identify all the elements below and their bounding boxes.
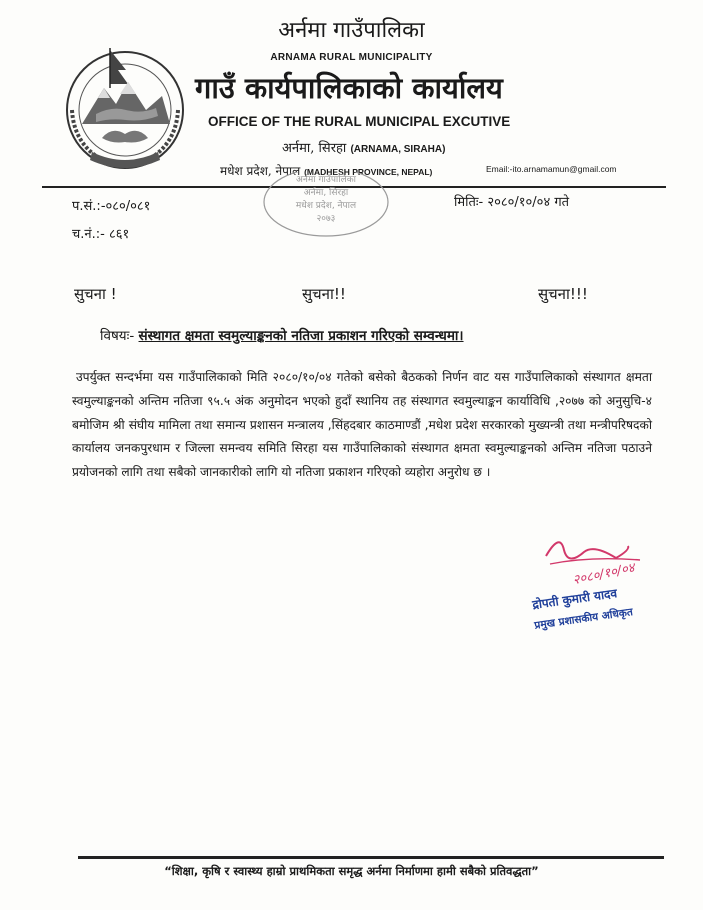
subject-label: विषयः- — [100, 328, 135, 344]
signatory-name: द्रोपती कुमारी यादव — [531, 586, 618, 612]
signatory-designation: प्रमुख प्रशासकीय अधिकृत — [533, 606, 634, 632]
reference-number: प.सं.:-०८०/०८१ — [72, 199, 151, 214]
address-np: अर्नमा, सिरहा — [282, 141, 347, 156]
footer-divider — [78, 856, 664, 859]
address-line — [282, 138, 445, 156]
notice-heading-3: सुचना!!! — [538, 285, 588, 303]
office-name-np: गाउँ कार्यपालिकाको कार्यालय — [195, 71, 503, 105]
signature-block — [520, 526, 680, 636]
letter-date: मितिः- २०८०/१०/०४ गते — [454, 195, 570, 210]
dispatch-number: च.नं.:- ८६१ — [72, 227, 130, 242]
office-name-en: OFFICE OF THE RURAL MUNICIPAL EXCUTIVE — [208, 114, 511, 129]
email-address: Email:-ito.arnamamun@gmail.com — [486, 164, 617, 174]
municipality-name-np: अर्नमा गाउँपालिका — [278, 18, 425, 43]
stamp-line-4: २०७३ — [316, 214, 336, 224]
stamp-line-1: अर्नमा गाउँपालिका — [296, 175, 356, 185]
notice-heading-2: सुचना!! — [302, 285, 346, 303]
nepal-government-emblem-icon — [62, 44, 188, 172]
municipality-name-en: ARNAMA RURAL MUNICIPALITY — [270, 52, 433, 63]
notice-heading-1: सुचना ! — [74, 285, 117, 303]
province-np: मधेश प्रदेश, नेपाल — [220, 164, 301, 178]
footer-slogan: “शिक्षा, कृषि र स्वास्थ्य हाम्रो प्राथमिकता समृद्ध अर्नमा निर्माणमा हामी सबैको प्रतिवद्धता” — [164, 864, 539, 878]
subject-text: संस्थागत क्षमता स्वमुल्याङ्कनको नतिजा प्रकाशन गरिएको सम्वन्धमा। — [138, 328, 464, 344]
office-stamp — [258, 172, 394, 242]
province-en: (MADHESH PROVINCE, NEPAL) — [304, 167, 433, 177]
stamp-line-2: अर्नमा, सिरहा — [303, 188, 349, 198]
address-en: (ARNAMA, SIRAHA) — [350, 144, 446, 155]
stamp-line-3: मधेश प्रदेश, नेपाल — [295, 201, 357, 211]
signature-date: २०८०/१०/०४ — [571, 560, 637, 589]
letter-body: उपर्युक्त सन्दर्भमा यस गाउँपालिकाको मिति २०८०/१०/०४ गतेको बसेको बैठकको निर्णन वाट यस गाउँपालिकाको संस्थागत क्षमता स्वमुल्याङ्कनको अन्तिम नतिजा ९५.५ अंक अनुमोदन भएको हुदाँ स्थानिय तह संस्थागत स्वमुल्याङ्कन कार्याविधि ,२०७७ को अनुसुचि-४ बमोजिम श्री संघीय मामिला तथा समान्य प्रशासन मन्त्रालय ,सिंहदबार काठमाण्डौं ,मधेश प्रदेश सरकारको मुख्यन्त्री तथा मन्त्रीपरिषदको कार्यालय जनकपुरधाम र जिल्ला समन्वय समिति सिरहा यस गाउँपालिकाको संस्थागत क्षमता स्वमुल्याङ्कनको अन्तिम नतिजा पठाउने प्रयोजनको लागि तथा सबैको जानकारीको लागि यो नतिजा प्रकाशन गरिएको व्यहोरा अनुरोध छ । — [72, 370, 652, 480]
subject-line — [100, 326, 464, 344]
